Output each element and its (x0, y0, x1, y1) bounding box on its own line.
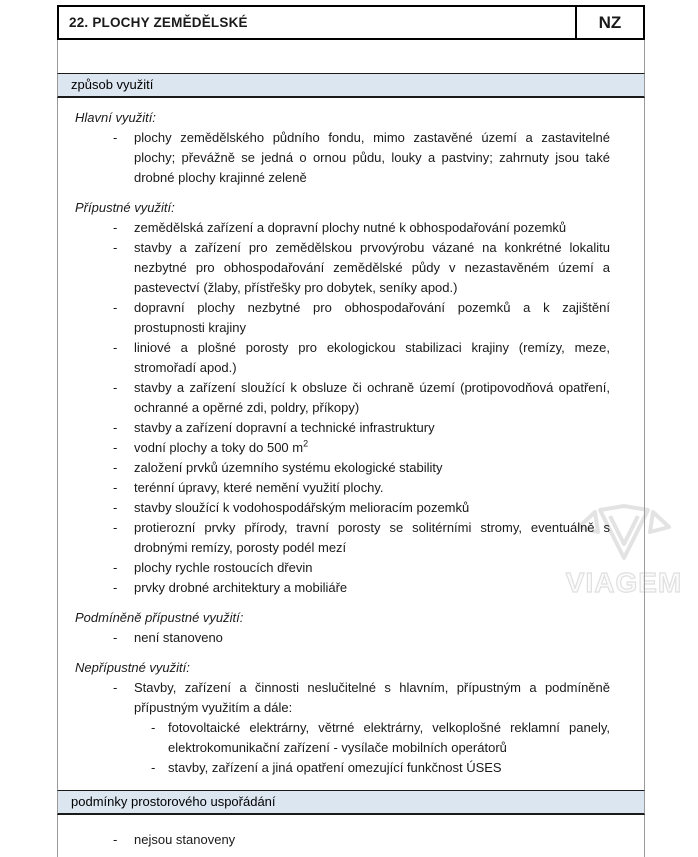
list-item (113, 418, 610, 438)
banner-zpusob-vyuziti: způsob využití (57, 73, 645, 98)
spatial-conditions-content (57, 815, 645, 857)
list-item (113, 558, 610, 578)
bullet-dash-icon: - (113, 380, 118, 395)
list-item (113, 128, 610, 188)
list-item (113, 298, 610, 338)
list-item (113, 478, 610, 498)
list-item (113, 338, 610, 378)
list-item-text: zemědělská zařízení a dopravní plochy nutné k obhospodařování pozemků (134, 220, 567, 235)
bullet-dash-icon: - (113, 240, 118, 255)
list-item (113, 438, 610, 458)
list-item-text-main: vodní plochy a toky do 500 m (134, 440, 304, 455)
bullet-dash-icon: - (113, 680, 118, 695)
list-item (113, 678, 610, 718)
bullet-dash-icon: - (113, 832, 118, 847)
gem-right-wing (650, 512, 669, 532)
list-item-text: liniové a plošné porosty pro ekologickou stabilizaci krajiny (remízy, meze, stromořadí apod.) (134, 340, 610, 375)
list-item-text: založení prvků územního systému ekologické stability (134, 460, 443, 475)
usage-content (57, 98, 645, 790)
list-item (113, 458, 610, 478)
list-item-text: stavby a zařízení dopravní a technické infrastruktury (134, 420, 435, 435)
bullet-dash-icon: - (113, 420, 118, 435)
group-podminene-pripustne (58, 608, 610, 648)
bullet-dash-icon: - (151, 720, 156, 735)
banner-podminky-usporadani: podmínky prostorového uspořádání (57, 790, 645, 815)
list-item-text: Stavby, zařízení a činnosti neslučitelné s hlavním, přípustným a podmíněně přípustným využitím a dále: (134, 680, 610, 715)
zone-title: 22. PLOCHY ZEMĚDĚLSKÉ (57, 5, 577, 40)
list-item (113, 578, 610, 598)
list-item (113, 628, 610, 648)
group-heading: Podmíněně přípustné využití: (75, 610, 244, 625)
list-item-text: protierozní prvky přírody, travní porosty se solitérními stromy, eventuálně s drobnými remízy, porosty podél mezí (134, 520, 610, 555)
list-item-text: stavby sloužící k vodohospodářským melioracím pozemků (134, 500, 470, 515)
bullet-dash-icon: - (113, 630, 118, 645)
list-item-text (134, 438, 610, 458)
bullet-dash-icon: - (113, 460, 118, 475)
list-item (113, 518, 610, 558)
list-item-text: stavby a zařízení pro zemědělskou prvovýrobu vázané na konkrétné lokalitu nezbytné pro obhospodařování zemědělské půdy v nezastavěném území a pastevectví (žlaby, přístřešky pro dobytek, seníky apod.) (134, 240, 610, 295)
bullet-dash-icon: - (113, 130, 118, 145)
sub-list-item (151, 718, 610, 758)
bullet-dash-icon: - (113, 580, 118, 595)
bullet-dash-icon: - (151, 760, 156, 775)
list-item (113, 830, 610, 850)
list-item-text: nejsou stanoveny (134, 832, 236, 847)
group-heading: Hlavní využití: (75, 110, 156, 125)
bullet-dash-icon: - (113, 480, 118, 495)
viagem-watermark-text: VIAGEM (565, 567, 683, 598)
group-nepripustne-vyuziti (58, 658, 610, 778)
list-item-text: plochy zemědělského půdního fondu, mimo zastavěné území a zastavitelné plochy; převážně se jedná o ornou půdu, louky a pastviny; zahrnuty jsou také drobné plochy krajinné zeleně (134, 130, 610, 185)
zoning-sheet (57, 5, 645, 857)
list-item-text: stavby a zařízení sloužící k obsluze či ochraně území (protipovodňová opatření, ochranné a opěrné zdi, poldry, příkopy) (134, 380, 610, 415)
list-item (113, 498, 610, 518)
list-item-text: plochy rychle rostoucích dřevin (134, 560, 313, 575)
bullet-dash-icon: - (113, 300, 118, 315)
header-row (57, 5, 645, 40)
bullet-dash-icon: - (113, 500, 118, 515)
bullet-dash-icon: - (113, 340, 118, 355)
bullet-dash-icon: - (113, 440, 118, 455)
group-heading: Nepřípustné využití: (75, 660, 190, 675)
bullet-dash-icon: - (113, 560, 118, 575)
list-item-text: terénní úpravy, které nemění využití plochy. (134, 480, 384, 495)
group-heading: Přípustné využití: (75, 200, 175, 215)
list-item-text: prvky drobné architektury a mobiliáře (134, 580, 348, 595)
list-item (113, 378, 610, 418)
sub-list-item-text: stavby, zařízení a jiná opatření omezující funkčnost ÚSES (168, 760, 502, 775)
superscript-2: 2 (303, 438, 309, 449)
group-hlavni-vyuziti (58, 108, 610, 188)
list-item (113, 218, 610, 238)
list-item (113, 238, 610, 298)
group-pripustne-vyuziti (58, 198, 610, 598)
list-item-text: dopravní plochy nezbytné pro obhospodařování pozemků a k zajištění prostupnosti krajiny (134, 300, 610, 335)
bullet-dash-icon: - (113, 520, 118, 535)
spacer-row (57, 40, 645, 73)
sub-list-item (151, 758, 610, 778)
list-item-text: není stanoveno (134, 630, 223, 645)
zone-code-badge: NZ (575, 5, 645, 40)
bullet-dash-icon: - (113, 220, 118, 235)
sub-list-item-text: fotovoltaické elektrárny, větrné elektrárny, velkoplošné reklamní panely, elektrokomunikační zařízení - vysílače mobilních operátorů (168, 720, 610, 755)
